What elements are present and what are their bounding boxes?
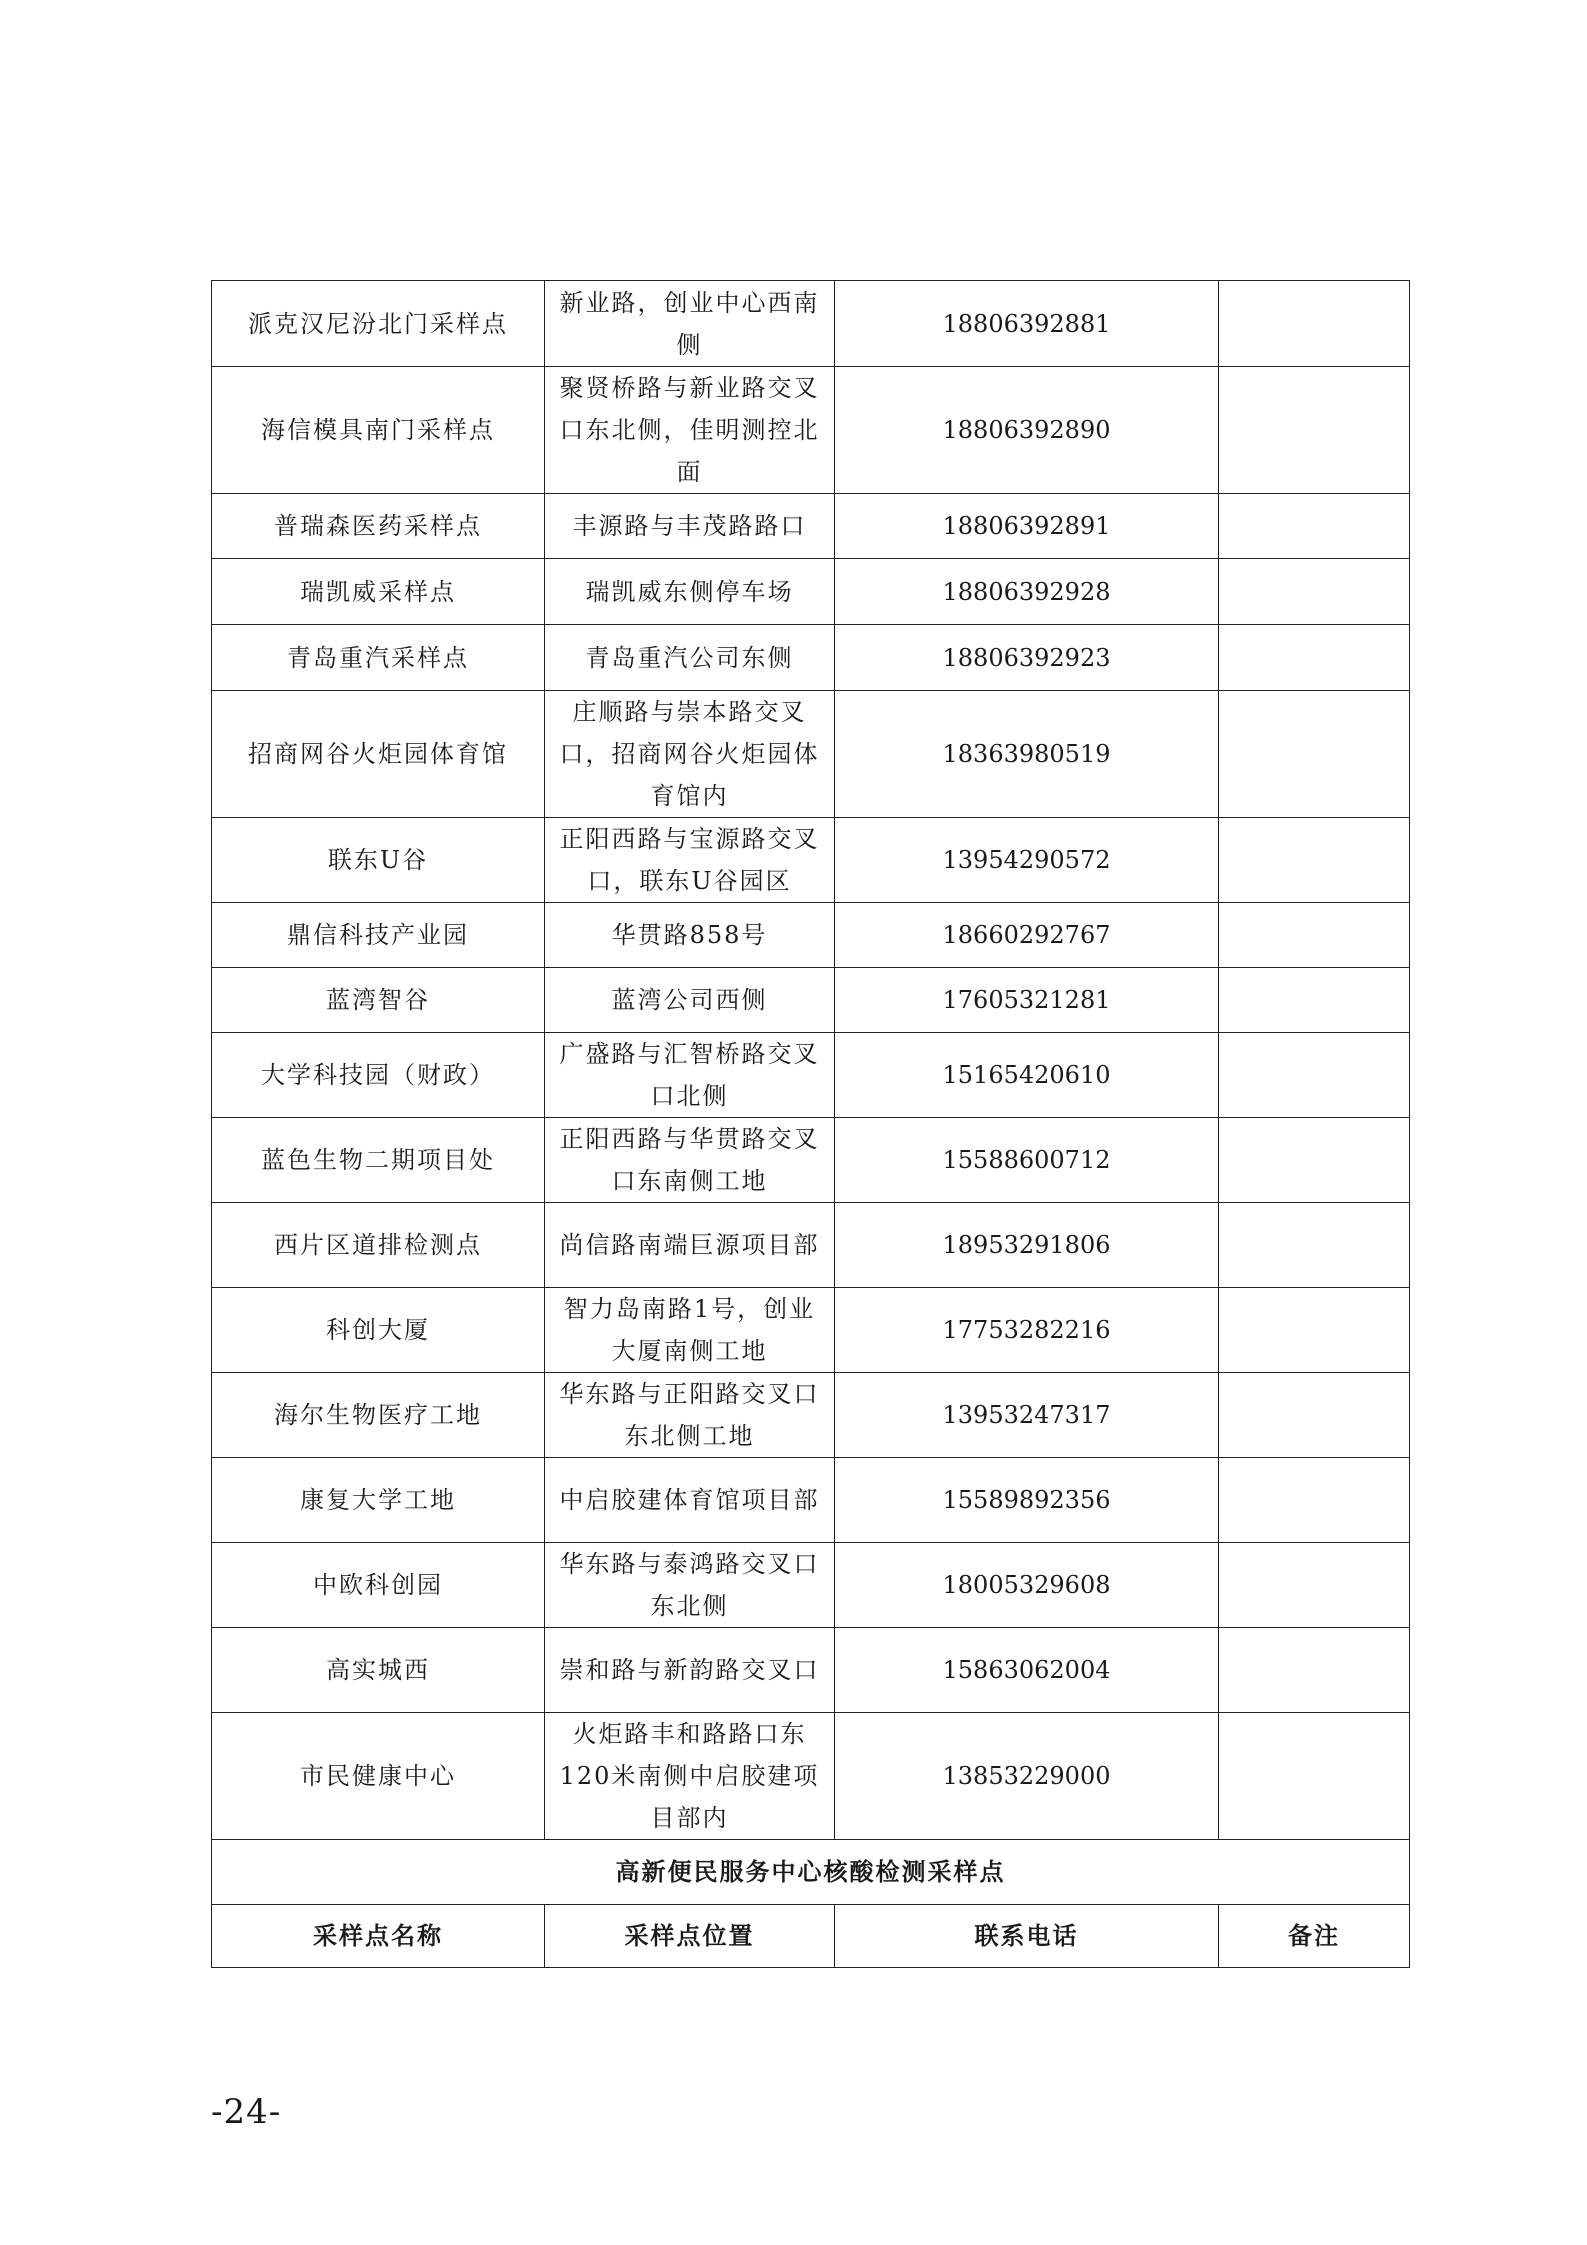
cell-address: 蓝湾公司西侧 [545,968,835,1033]
cell-phone: 15589892356 [835,1458,1219,1543]
cell-phone: 13954290572 [835,818,1219,903]
cell-note [1219,1288,1410,1373]
cell-phone: 18953291806 [835,1203,1219,1288]
table-row [212,1118,1410,1203]
table-row [212,968,1410,1033]
table-row [212,1458,1410,1543]
cell-name: 普瑞森医药采样点 [212,494,545,559]
table-row [212,691,1410,818]
cell-name: 瑞凯威采样点 [212,559,545,625]
cell-name: 市民健康中心 [212,1713,545,1840]
cell-address: 青岛重汽公司东侧 [545,625,835,691]
cell-address: 丰源路与丰茂路路口 [545,494,835,559]
cell-phone: 17605321281 [835,968,1219,1033]
table-row [212,1713,1410,1840]
cell-note [1219,1458,1410,1543]
cell-phone: 18806392881 [835,281,1219,367]
cell-name: 联东U谷 [212,818,545,903]
cell-name: 高实城西 [212,1628,545,1713]
table-row [212,1203,1410,1288]
column-header-phone: 联系电话 [835,1905,1219,1968]
cell-note [1219,1203,1410,1288]
table-row [212,559,1410,625]
table-row [212,1288,1410,1373]
column-header-address: 采样点位置 [545,1905,835,1968]
cell-phone: 18806392928 [835,559,1219,625]
cell-address: 火炬路丰和路路口东120米南侧中启胶建项目部内 [545,1713,835,1840]
cell-phone: 18005329608 [835,1543,1219,1628]
table-row [212,1543,1410,1628]
cell-phone: 18806392891 [835,494,1219,559]
cell-address: 尚信路南端巨源项目部 [545,1203,835,1288]
table-row [212,1373,1410,1458]
column-header-note: 备注 [1219,1905,1410,1968]
cell-name: 青岛重汽采样点 [212,625,545,691]
cell-note [1219,1543,1410,1628]
cell-address: 华贯路858号 [545,903,835,968]
table-row [212,1033,1410,1118]
cell-name: 大学科技园（财政） [212,1033,545,1118]
table-row [212,1628,1410,1713]
cell-address: 中启胶建体育馆项目部 [545,1458,835,1543]
cell-note [1219,1713,1410,1840]
cell-phone: 17753282216 [835,1288,1219,1373]
cell-note [1219,968,1410,1033]
cell-note [1219,691,1410,818]
cell-address: 华东路与正阳路交叉口东北侧工地 [545,1373,835,1458]
page-number: -24- [211,2092,282,2132]
cell-name: 西片区道排检测点 [212,1203,545,1288]
cell-name: 海信模具南门采样点 [212,367,545,494]
cell-phone: 15863062004 [835,1628,1219,1713]
cell-note [1219,625,1410,691]
table-row [212,367,1410,494]
cell-name: 蓝色生物二期项目处 [212,1118,545,1203]
cell-address: 正阳西路与宝源路交叉口，联东U谷园区 [545,818,835,903]
cell-name: 蓝湾智谷 [212,968,545,1033]
table-row [212,903,1410,968]
cell-note [1219,1033,1410,1118]
cell-phone: 15165420610 [835,1033,1219,1118]
cell-note [1219,559,1410,625]
cell-note [1219,1628,1410,1713]
table-row [212,818,1410,903]
cell-address: 广盛路与汇智桥路交叉口北侧 [545,1033,835,1118]
cell-note [1219,903,1410,968]
cell-note [1219,1118,1410,1203]
cell-address: 华东路与泰鸿路交叉口东北侧 [545,1543,835,1628]
cell-name: 中欧科创园 [212,1543,545,1628]
cell-address: 智力岛南路1号，创业大厦南侧工地 [545,1288,835,1373]
cell-address: 瑞凯威东侧停车场 [545,559,835,625]
table-row [212,281,1410,367]
cell-phone: 13853229000 [835,1713,1219,1840]
cell-name: 招商网谷火炬园体育馆 [212,691,545,818]
cell-note [1219,367,1410,494]
cell-name: 派克汉尼汾北门采样点 [212,281,545,367]
cell-phone: 13953247317 [835,1373,1219,1458]
cell-note [1219,818,1410,903]
section-title: 高新便民服务中心核酸检测采样点 [212,1840,1410,1905]
cell-phone: 18363980519 [835,691,1219,818]
table-row [212,625,1410,691]
cell-phone: 15588600712 [835,1118,1219,1203]
cell-name: 科创大厦 [212,1288,545,1373]
cell-phone: 18806392923 [835,625,1219,691]
sampling-points-table [211,280,1410,1968]
section-title-row [212,1840,1410,1905]
cell-address: 正阳西路与华贯路交叉口东南侧工地 [545,1118,835,1203]
cell-name: 海尔生物医疗工地 [212,1373,545,1458]
column-header-row [212,1905,1410,1968]
cell-phone: 18806392890 [835,367,1219,494]
cell-address: 崇和路与新韵路交叉口 [545,1628,835,1713]
cell-address: 新业路，创业中心西南侧 [545,281,835,367]
column-header-name: 采样点名称 [212,1905,545,1968]
cell-note [1219,1373,1410,1458]
cell-note [1219,494,1410,559]
cell-name: 康复大学工地 [212,1458,545,1543]
cell-address: 庄顺路与崇本路交叉口，招商网谷火炬园体育馆内 [545,691,835,818]
cell-name: 鼎信科技产业园 [212,903,545,968]
cell-note [1219,281,1410,367]
cell-address: 聚贤桥路与新业路交叉口东北侧，佳明测控北面 [545,367,835,494]
table-row [212,494,1410,559]
cell-phone: 18660292767 [835,903,1219,968]
